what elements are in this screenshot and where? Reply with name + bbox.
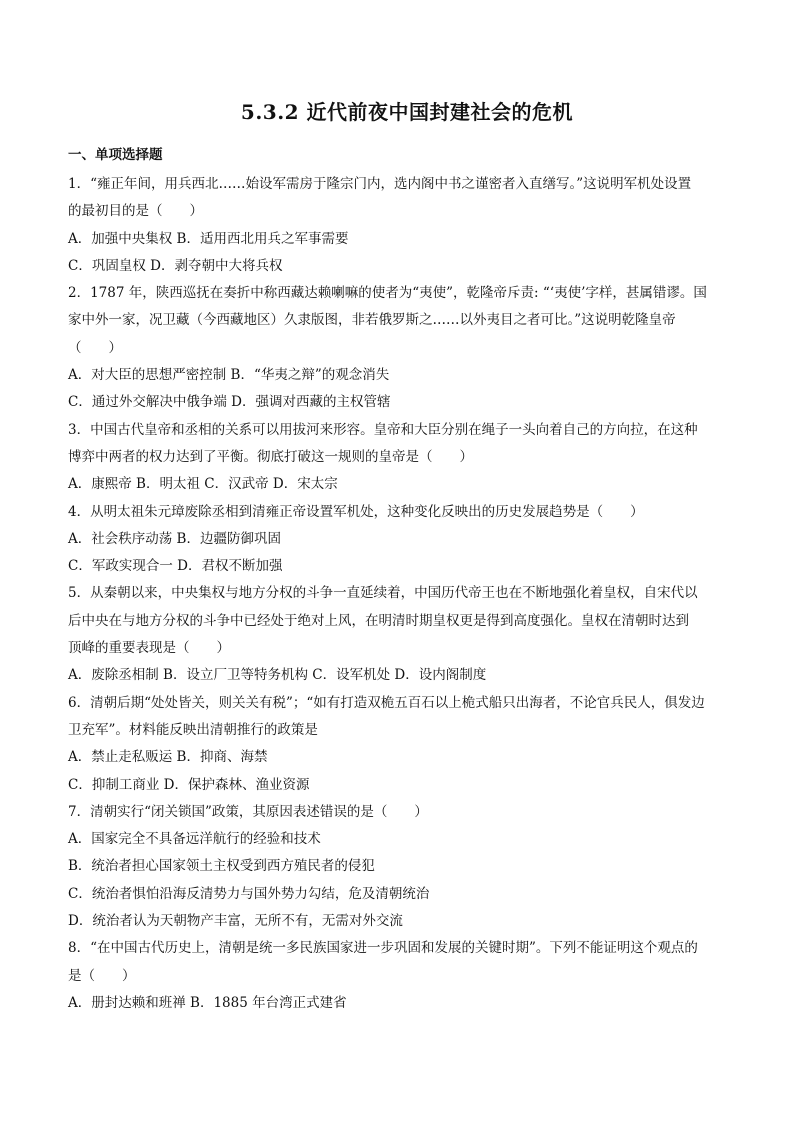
question-stem-line: 的最初目的是（ ）: [68, 203, 203, 220]
question-stem-line: 是（ ）: [68, 967, 136, 984]
question-block: [68, 690, 728, 799]
answer-options-line: D．统治者认为天朝物产丰富，无所不有，无需对外交流: [68, 913, 403, 930]
answer-options-line: C．巩固皇权 D．剥夺朝中大将兵权: [68, 257, 283, 274]
answer-options-line: A．禁止走私贩运 B．抑商、海禁: [68, 749, 268, 766]
document-title: 5.3.2 近代前夜中国封建社会的危机: [240, 100, 574, 124]
section-heading: 一、单项选择题: [68, 147, 163, 163]
question-block: [68, 280, 728, 416]
question-stem-line: 3．中国古代皇帝和丞相的关系可以用拔河来形容。皇帝和大臣分别在绳子一头向着自己的方向拉，在这种: [68, 421, 698, 438]
answer-options-line: A．社会秩序动荡 B．边疆防御巩固: [68, 530, 281, 547]
question-block: [68, 935, 728, 1017]
answer-options-line: C．通过外交解决中俄争端 D．强调对西藏的主权管辖: [68, 394, 391, 411]
question-stem-line: 6．清朝后期“处处皆关，则关关有税”；“如有打造双桅五百石以上桅式船只出海者，不论官兵民人，俱发边: [68, 694, 705, 711]
question-block: [68, 799, 728, 935]
answer-options-line: C．抑制工商业 D．保护森林、渔业资源: [68, 776, 310, 793]
question-stem-line: 5．从秦朝以来，中央集权与地方分权的斗争一直延续着，中国历代帝王也在不断地强化着皇权，自宋代以: [68, 585, 698, 602]
question-stem-line: 7．清朝实行“闭关锁国”政策，其原因表述错误的是（ ）: [68, 803, 428, 820]
answer-options-line: A．国家完全不具备远洋航行的经验和技术: [68, 831, 321, 848]
question-stem-line: 2．1787 年，陕西巡抚在奏折中称西藏达赖喇嘛的使者为“夷使”，乾隆帝斥责: “‘夷使’字样，甚属错谬。国: [68, 285, 707, 302]
question-block: [68, 417, 728, 499]
document-page: [68, 96, 728, 1017]
question-stem-line: 卫充军”。材料能反映出清朝推行的政策是: [68, 721, 318, 738]
question-stem-line: 后中央在与地方分权的斗争中已经处于绝对上风，在明清时期皇权更是得到高度强化。皇权在清朝时达到: [68, 612, 689, 629]
question-stem-line: 家中外一家，况卫藏（今西藏地区）久隶版图，非若俄罗斯之……以外夷目之者可比。”这说明乾隆皇帝: [68, 312, 676, 329]
question-stem-line: 顶峰的重要表现是（ ）: [68, 640, 230, 657]
question-stem-line: 8．“在中国古代历史上，清朝是统一多民族国家进一步巩固和发展的关键时期”。下列不能证明这个观点的: [68, 940, 698, 957]
answer-options-line: A．册封达赖和班禅 B．1885 年台湾正式建省: [68, 994, 347, 1011]
answer-options-line: B．统治者担心国家领土主权受到西方殖民者的侵犯: [68, 858, 375, 875]
answer-options-line: A．对大臣的思想严密控制 B．“华夷之辩”的观念消失: [68, 367, 390, 384]
question-block: [68, 580, 728, 689]
answer-options-line: C．统治者惧怕沿海反清势力与国外势力勾结，危及清朝统治: [68, 885, 430, 902]
answer-options-line: A．废除丞相制 B．设立厂卫等特务机构 C．设军机处 D．设内阁制度: [68, 667, 487, 684]
question-stem-line: 4．从明太祖朱元璋废除丞相到清雍正帝设置军机处，这种变化反映出的历史发展趋势是（ ）: [68, 503, 644, 520]
answer-options-line: C．军政实现合一 D．君权不断加强: [68, 558, 283, 575]
answer-options-line: A．加强中央集权 B．适用西北用兵之军事需要: [68, 230, 349, 247]
question-stem-line: 博弈中两者的权力达到了平衡。彻底打破这一规则的皇帝是（ ）: [68, 448, 473, 465]
question-list: [68, 171, 728, 1017]
question-stem-line: （ ）: [68, 339, 122, 356]
question-stem-line: 1．“雍正年间，用兵西北……始设军需房于隆宗门内，选内阁中书之谨密者入直缮写。”这说明军机处设置: [68, 176, 692, 192]
question-block: [68, 171, 728, 280]
question-block: [68, 499, 728, 581]
answer-options-line: A．康熙帝 B．明太祖 C．汉武帝 D．宋太宗: [68, 476, 338, 493]
